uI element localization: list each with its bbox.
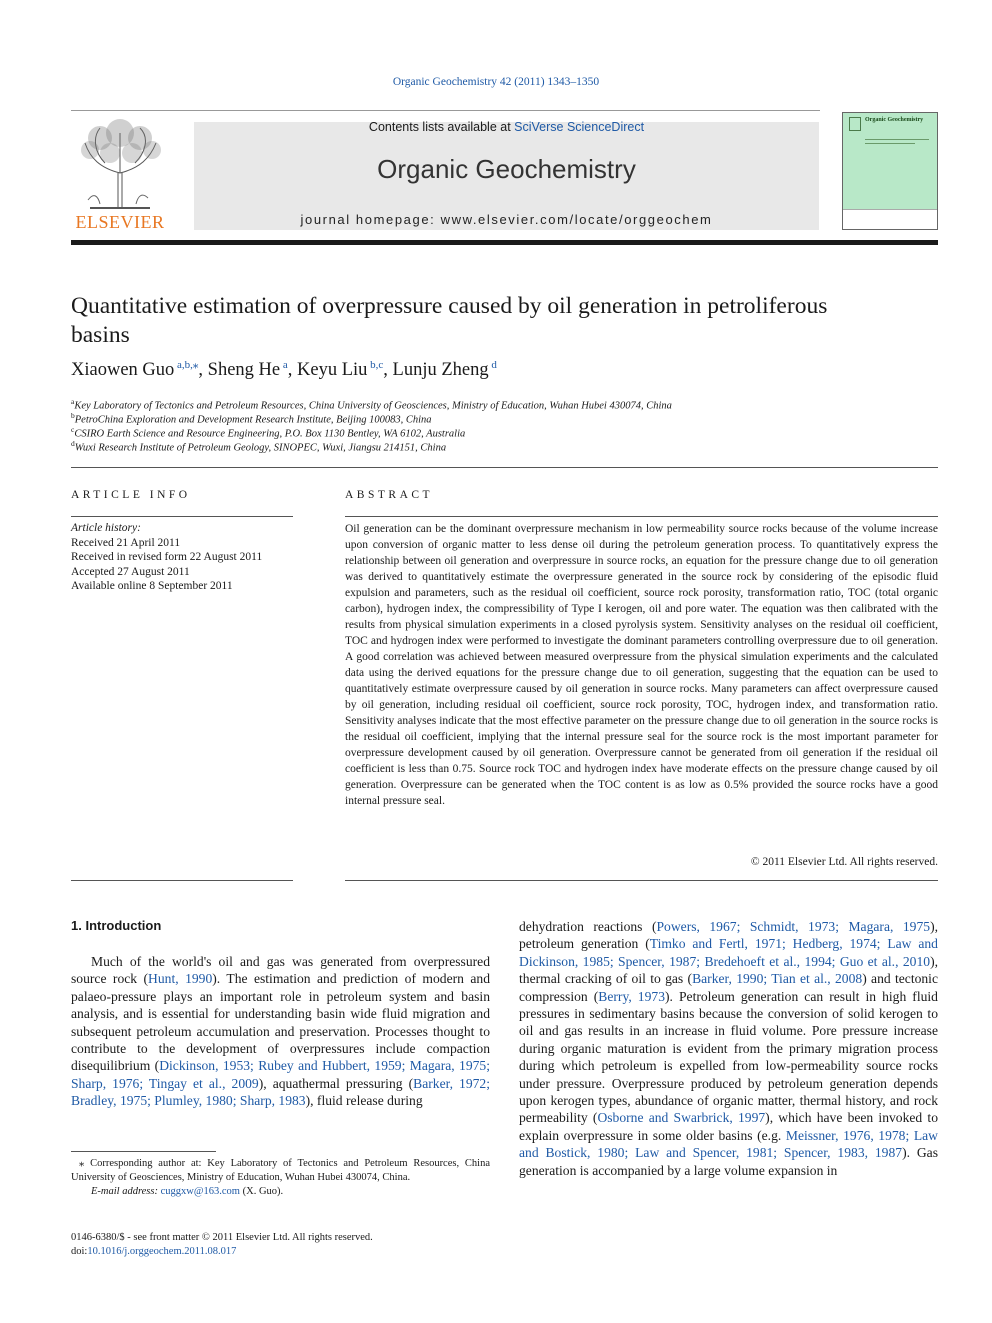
- cover-footer: [843, 209, 937, 229]
- front-matter-notes: [71, 1231, 490, 1259]
- email-link[interactable]: cuggxw@163.com: [160, 1186, 240, 1197]
- article-title: Quantitative estimation of overpressure caused by oil generation in petroliferous basins: [71, 293, 828, 348]
- issn-line: 0146-6380/$ - see front matter © 2011 Elsevier Ltd. All rights reserved.: [71, 1232, 373, 1243]
- author-separator: ,: [198, 360, 208, 380]
- history-accepted: Accepted 27 August 2011: [71, 565, 190, 578]
- body-text: ). The estimation and prediction of modern and palaeo-pressure plays an important role in petroleum system and basin analysis, and is essential for understanding basin wide fluid migration and subsequent petroleum accumulation and preservation. Processes thought to contribute to the development of overpressures include compaction disequilibrium (: [71, 971, 490, 1074]
- introduction-left-column: [71, 953, 490, 1110]
- history-received: Received 21 April 2011: [71, 536, 181, 549]
- doi-line: [71, 1245, 490, 1259]
- affiliation-d: $^d$Wuxi Research Institute of Petroleum Geology, SINOPEC, Wuxi, Jiangsu 214151, China: [71, 439, 447, 454]
- body-text: ). Gas generation is accompanied by a large volume expansion in: [519, 1145, 939, 1178]
- body-text: ), which have been invoked to explain overpressure in some older basins (e.g.: [519, 1110, 938, 1143]
- footnote-rule: [71, 1151, 216, 1152]
- email-label: E-mail address:: [91, 1186, 161, 1197]
- abstract-copyright: © 2011 Elsevier Ltd. All rights reserved.: [750, 856, 938, 868]
- section-divider: [71, 467, 938, 468]
- contents-line: [194, 120, 819, 134]
- cover-logo-icon: [849, 117, 861, 131]
- abstract-heading: ABSTRACT: [345, 489, 434, 501]
- article-info-rule-bottom: [71, 880, 293, 881]
- body-text: ), aquathermal pressuring (: [258, 1075, 414, 1091]
- history-online: Available online 8 September 2011: [71, 580, 233, 592]
- author-name: Keyu Liu: [297, 360, 368, 380]
- body-text: ) and tectonic compression (: [519, 971, 938, 1004]
- citation-link[interactable]: Barker, 1990; Tian et al., 2008: [692, 971, 863, 987]
- body-text: ). Petroleum generation can result in high fluid pressures in sedimentary basins because the conversion of solid kerogen to oil and gas results in an increase in fluid volume. Pore pressure increase during organic maturation is evident from the primary migration process during which petroleum is expelled from low-permeability source rocks under pressure. Overpressure produced by petroleum generation depends upon kerogen types, abundance of organic matter, thermal history, and rock permeability (: [519, 988, 938, 1126]
- author-separator: ,: [383, 360, 393, 380]
- citation-link[interactable]: Timko and Fertl, 1971; Hedberg, 1974; Law and Dickinson, 1985; Spencer, 1987; Bredehoeft et al., 1994; Guo et al., 2010: [519, 936, 938, 969]
- citation-link[interactable]: Barker, 1972; Bradley, 1975; Plumley, 1980; Sharp, 1983: [71, 1075, 490, 1109]
- author-affiliation-marker[interactable]: a: [280, 358, 288, 371]
- corresponding-footnote: [71, 1157, 490, 1199]
- citation-link[interactable]: Hunt, 1990: [148, 971, 213, 987]
- introduction-heading: 1. Introduction: [71, 918, 162, 933]
- citation-link[interactable]: Meissner, 1976, 1978; Law and Bostick, 1980; Law and Spencer, 1981; Spencer, 1983, 1987: [519, 1127, 938, 1161]
- email-line: [71, 1185, 490, 1199]
- history-revised: Received in revised form 22 August 2011: [71, 551, 263, 563]
- body-text: Much of the world's oil and gas was generated from overpressured source rock (: [71, 954, 490, 987]
- author-name: Xiaowen Guo: [71, 360, 175, 380]
- cover-title: Organic Geochemistry: [865, 117, 924, 123]
- article-info-rule: [71, 516, 293, 517]
- introduction-right-column: [519, 918, 938, 1179]
- article-history: [71, 521, 293, 594]
- author-separator: ,: [287, 360, 298, 380]
- affiliation-a: $^a$Key Laboratory of Tectonics and Petroleum Resources, China University of Geosciences, Ministry of Education, Wuhan Hubei 430074, China: [71, 397, 672, 412]
- journal-name: Organic Geochemistry: [377, 154, 636, 184]
- author-affiliation-marker[interactable]: a,b,⁎: [174, 358, 199, 371]
- author-affiliation-marker[interactable]: d: [488, 358, 497, 371]
- affiliation-c: $^c$CSIRO Earth Science and Resource Engineering, P.O. Box 1130 Bentley, WA 6102, Australia: [71, 425, 466, 440]
- abstract-rule: [345, 516, 938, 517]
- article-info-heading: ARTICLE INFO: [71, 489, 191, 501]
- abstract-text: Oil generation can be the dominant overpressure mechanism in low permeability source rocks because of the volume increase upon conversion of organic matter to less dense oil during the petroleum generation process. To quantitatively express the relationship between oil generation and overpressure in source rocks, an equation for the pressure change due to oil generation was derived to quantitatively estimate the overpressure generated in the source rock by considering of the episodic fluid expulsion and parameters, such as the residual oil coefficient, source rock porosity, transformation ratio, TOC (total organic carbon), hydrogen index, the compressibility of Type I kerogen, oil and pore water. The equation was then calibrated with the results from physical simulation experiments in a closed pyrolysis system. Sensitivity analyses on the residual oil coefficient, TOC and hydrogen index were performed to investigate the dominant parameters controlling overpressure due to oil generation. A good correlation was achieved between measured overpressure from the physical simulation experiments and the calculated data using the derived equations for the pressure change due to oil generation, suggesting that the equation can be used to quantitatively estimate overpressure caused by oil generation in source rocks. Many parameters can affect overpressure caused by oil generation, including residual oil coefficient, source rock porosity, TOC, hydrogen index, and transformation ratio. Sensitivity analyses indicate that the most effective parameter on the pressure change due to oil generation in the source rocks is the residual oil coefficient, implying that the internal pressure seal for the source rock is the most important parameter for overpressure development caused by oil generation. Overpressure cannot be generated from oil generation if the residual oil coefficient is less than 0.75. Source rock TOC and hydrogen index have moderate effects on the pressure change caused by oil generation. Overpressure can be generated when the TOC content is as low as 0.5% provided the source rocks have a good internal pressure seal.: [345, 523, 938, 807]
- author-name: Lunju Zheng: [392, 360, 489, 380]
- cover-line: [865, 139, 929, 140]
- doi-link[interactable]: 10.1016/j.orggeochem.2011.08.017: [87, 1246, 237, 1257]
- contents-prefix: Contents lists available at: [368, 120, 515, 134]
- citation-link[interactable]: Powers, 1967; Schmidt, 1973; Magara, 1975: [656, 919, 931, 934]
- masthead-rule: [71, 240, 938, 245]
- body-text: ), thermal cracking of oil to gas (: [519, 953, 938, 987]
- body-text: dehydration reactions (: [519, 919, 657, 934]
- email-suffix: (X. Guo).: [239, 1186, 284, 1197]
- citation-link[interactable]: Osborne and Swarbrick, 1997: [597, 1110, 766, 1126]
- top-divider: [71, 110, 820, 111]
- body-text: ), fluid release during: [305, 1093, 423, 1109]
- author-affiliation-marker[interactable]: b,c: [367, 358, 384, 371]
- journal-citation[interactable]: Organic Geochemistry 42 (2011) 1343–1350: [392, 76, 600, 88]
- abstract-rule-bottom: [345, 880, 938, 881]
- affiliation-b: $^b$PetroChina Exploration and Development Research Institute, Beijing 100083, China: [71, 411, 432, 426]
- history-label: Article history:: [71, 522, 141, 534]
- journal-cover-thumbnail[interactable]: [842, 112, 938, 230]
- elsevier-wordmark[interactable]: ELSEVIER: [75, 212, 165, 232]
- sciencedirect-link[interactable]: SciVerse ScienceDirect: [514, 120, 645, 134]
- cover-line: [865, 143, 915, 144]
- body-text: ), petroleum generation (: [519, 919, 938, 952]
- corresponding-author: ⁎ Corresponding author at: Key Laboratory of Tectonics and Petroleum Resources, China University of Geosciences, Ministry of Education, Wuhan Hubei 430074, China.: [71, 1158, 490, 1183]
- doi-prefix: doi:: [71, 1246, 88, 1257]
- journal-homepage[interactable]: journal homepage: www.elsevier.com/locate/orggeochem: [300, 212, 713, 227]
- citation-link[interactable]: Berry, 1973: [598, 988, 665, 1004]
- author-list: [71, 360, 871, 381]
- author-name: Sheng He: [207, 360, 281, 380]
- citation-link[interactable]: Dickinson, 1953; Rubey and Hubbert, 1959; Magara, 1975; Sharp, 1976; Tingay et al., 2009: [71, 1058, 490, 1091]
